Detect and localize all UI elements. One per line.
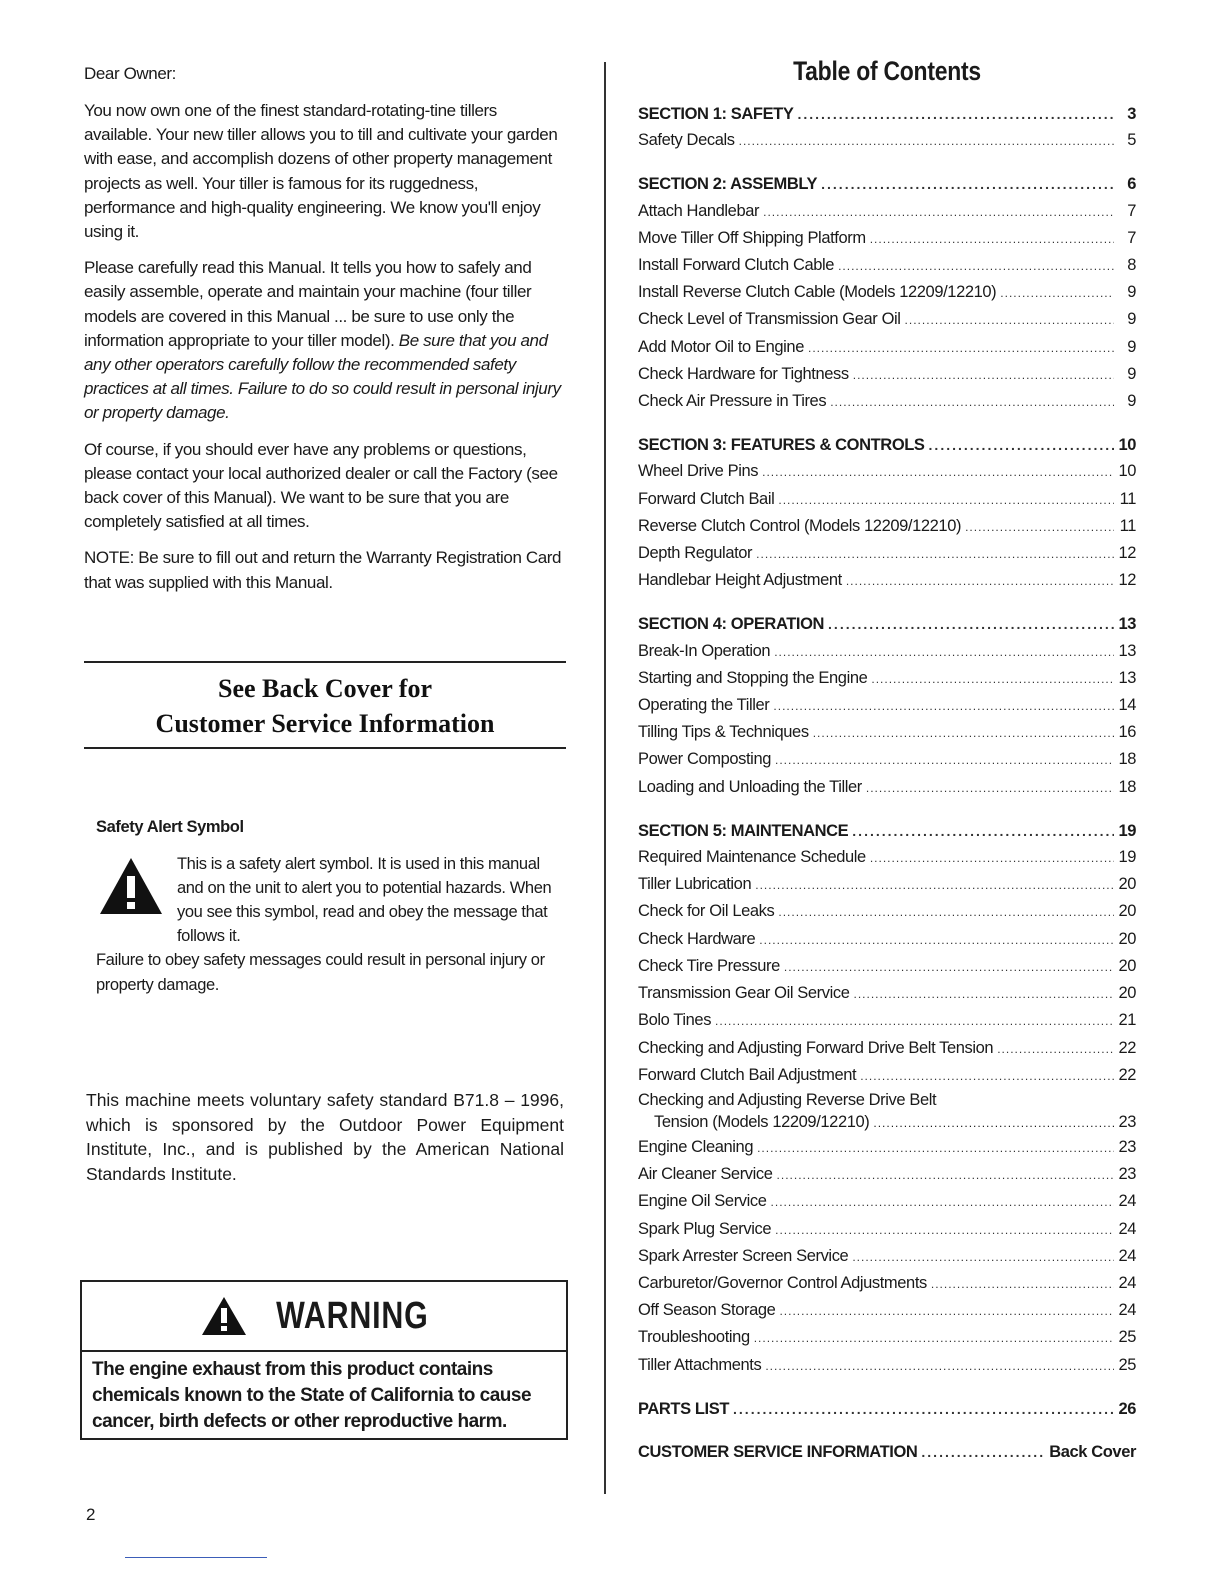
letter-paragraph-2-text: Please carefully read this Manual. It tells you how to safely and easily assemble, operate and maintain your machine (four tiller models are covered in this Manual ... be sure to use only the information appropriate to your tiller model). [84, 258, 532, 350]
toc-entry[interactable] [638, 1297, 1136, 1324]
toc-leader [1000, 280, 1114, 306]
toc-entry[interactable] [638, 871, 1136, 898]
toc-entry-label: Check Tire Pressure [638, 956, 780, 975]
toc-leader [777, 1162, 1114, 1188]
toc-leader [828, 611, 1114, 637]
toc-entry-page: 14 [1118, 696, 1136, 715]
toc-entry[interactable] [638, 638, 1136, 665]
toc-entry-page: 7 [1127, 201, 1136, 220]
toc-entry-page: 24 [1118, 1273, 1136, 1292]
toc-entry-label: Install Reverse Clutch Cable (Models 12209/12210) [638, 283, 997, 302]
toc-leader [997, 1036, 1114, 1062]
toc-entry[interactable] [638, 980, 1136, 1007]
toc-entry-page: 23 [1118, 1112, 1136, 1131]
toc-heading-page: 6 [1127, 175, 1136, 194]
toc-heading-label: SECTION 4: OPERATION [638, 615, 825, 634]
toc-entry-page: 21 [1118, 1011, 1136, 1030]
toc-entry-page: 22 [1118, 1065, 1136, 1084]
toc-entry-page: 7 [1127, 228, 1136, 247]
toc-leader [733, 1396, 1114, 1422]
toc-entry[interactable] [638, 458, 1136, 485]
toc-entry-label-2: Tension (Models 12209/12210) [654, 1112, 870, 1131]
toc-entry[interactable] [638, 1062, 1136, 1089]
toc-entry[interactable] [638, 1134, 1136, 1161]
toc-leader [931, 1271, 1114, 1297]
toc-leader [870, 845, 1114, 871]
toc-entry-page: 9 [1127, 364, 1136, 383]
toc-section [638, 101, 1136, 154]
toc-leader [853, 362, 1114, 388]
toc-entry[interactable] [638, 567, 1136, 594]
toc-entry-page: 9 [1127, 283, 1136, 302]
toc-entry-label: Spark Arrester Screen Service [638, 1246, 849, 1265]
toc-section-heading[interactable] [638, 171, 1136, 197]
toc-entry-label: Checking and Adjusting Reverse Drive Belt [638, 1090, 937, 1109]
safety-standard-statement: This machine meets voluntary safety standard B71.8 – 1996, which is sponsored by the Outdoor Power Equipment Institute, Inc., and is published by the American National Standards Institute. [86, 1090, 564, 1184]
toc-entry-page: 13 [1118, 668, 1136, 687]
toc-leader [905, 307, 1114, 333]
toc-entry-label: Checking and Adjusting Forward Drive Belt Tension [638, 1038, 994, 1057]
toc-entry-page: 24 [1118, 1219, 1136, 1238]
toc-entry-label: Required Maintenance Schedule [638, 848, 866, 867]
toc-entry-label: Power Composting [638, 750, 771, 769]
toc-entry[interactable] [638, 844, 1136, 871]
letter-paragraph-1: You now own one of the finest standard-rotating-tine tillers available. Your new tiller allows you to till and cultivate your garden with ease, and accomplish dozens of other property management projects as well. Your tiller is famous for its ruggedness, performance and high-quality engineering. We know you'll enjoy using it. [84, 101, 558, 242]
toc-entry[interactable] [638, 306, 1136, 333]
toc-leader [784, 954, 1114, 980]
toc-entry[interactable] [638, 361, 1136, 388]
toc-section-heading[interactable] [638, 1439, 1136, 1465]
toc-section-heading[interactable] [638, 611, 1136, 637]
toc-entry[interactable] [638, 252, 1136, 279]
toc-entry-page: 19 [1118, 848, 1136, 867]
warning-header [82, 1282, 566, 1352]
toc-section [638, 818, 1136, 1379]
warning-box [80, 1280, 568, 1440]
toc-entry[interactable] [638, 486, 1136, 513]
toc-leader [771, 1189, 1114, 1215]
toc-section [638, 1396, 1136, 1422]
toc-entry-label: Operating the Tiller [638, 696, 770, 715]
customer-service-line-2: Customer Service Information [155, 709, 495, 738]
toc-leader [778, 899, 1114, 925]
toc-heading-label: PARTS LIST [638, 1399, 730, 1418]
toc-entry-page: 24 [1118, 1192, 1136, 1211]
toc-entry[interactable] [638, 1243, 1136, 1270]
toc-entry-page: 13 [1118, 641, 1136, 660]
toc-entry[interactable] [638, 334, 1136, 361]
toc-entry-page: 18 [1118, 777, 1136, 796]
toc-entry-page: 24 [1118, 1301, 1136, 1320]
toc-entry[interactable] [638, 127, 1136, 154]
toc-leader [762, 459, 1114, 485]
toc-entry-page: 23 [1118, 1165, 1136, 1184]
letter-paragraph-2 [84, 256, 566, 425]
toc-entry-label: Forward Clutch Bail Adjustment [638, 1065, 857, 1084]
toc-section-heading[interactable] [638, 101, 1136, 127]
toc-leader [813, 720, 1114, 746]
toc-leader [779, 1298, 1114, 1324]
toc-leader [739, 128, 1114, 154]
toc-section-heading[interactable] [638, 432, 1136, 458]
letter-paragraph-3: Of course, if you should ever have any problems or questions, please contact your local authorized dealer or call the Factory (see back cover of this Manual). We want to be sure that you are completely satisfied at all times. [84, 439, 558, 532]
toc-leader [838, 253, 1114, 279]
toc-leader [846, 568, 1114, 594]
toc-entry[interactable] [638, 513, 1136, 540]
toc-entry-page: 9 [1127, 310, 1136, 329]
toc-entry-label: Install Forward Clutch Cable [638, 256, 835, 275]
toc-entry-continuation [638, 1111, 1136, 1134]
toc-leader [775, 1217, 1114, 1243]
page-number: 2 [86, 1505, 96, 1524]
toc-section [638, 1439, 1136, 1465]
toc-entry-page: 20 [1118, 902, 1136, 921]
toc-entry[interactable] [638, 225, 1136, 252]
safety-alert-consequence: Failure to obey safety messages could result in personal injury or property damage. [96, 951, 545, 994]
toc-entry-label: Carburetor/Governor Control Adjustments [638, 1273, 927, 1292]
toc-entry-page: 9 [1127, 392, 1136, 411]
letter-paragraph-2-italic: Be sure that you and any other operators carefully follow the recommended safety practices at all times. Failure to do so could result in personal injury or property damage. [84, 330, 561, 423]
toc-entry-label: Break-In Operation [638, 641, 771, 660]
toc-leader [754, 1325, 1114, 1351]
toc-leader [763, 199, 1114, 225]
toc-leader [854, 981, 1114, 1007]
toc-entry-page: 24 [1118, 1246, 1136, 1265]
column-divider [604, 62, 606, 1494]
toc-leader [797, 101, 1114, 127]
toc-leader [852, 1244, 1114, 1270]
owner-letter [84, 62, 566, 607]
toc-entry-label: Check Level of Transmission Gear Oil [638, 310, 901, 329]
toc-entry-page: 20 [1118, 956, 1136, 975]
toc-entry-label: Reverse Clutch Control (Models 12209/12210) [638, 516, 962, 535]
safety-alert-title: Safety Alert Symbol [96, 818, 244, 836]
toc-entry[interactable] [638, 746, 1136, 773]
toc-entry[interactable] [638, 1216, 1136, 1243]
toc-entry[interactable] [638, 1161, 1136, 1188]
toc-leader [715, 1008, 1114, 1034]
toc-entry-label: Check Air Pressure in Tires [638, 392, 827, 411]
toc-entry-label: Transmission Gear Oil Service [638, 984, 850, 1003]
toc-entry-label: Forward Clutch Bail [638, 489, 775, 508]
toc-entry-page: 25 [1118, 1355, 1136, 1374]
toc-leader [830, 389, 1114, 415]
toc-entry-page: 10 [1118, 462, 1136, 481]
toc-entry[interactable] [638, 1089, 1136, 1134]
toc-leader [775, 747, 1114, 773]
toc-leader [774, 639, 1114, 665]
toc-heading-page: Back Cover [1049, 1442, 1136, 1461]
toc-entry-page: 20 [1118, 984, 1136, 1003]
letter-salutation: Dear Owner: [84, 64, 176, 83]
toc-entry-label: Handlebar Height Adjustment [638, 571, 842, 590]
toc-heading-label: SECTION 5: MAINTENANCE [638, 821, 849, 840]
toc-entry-label: Spark Plug Service [638, 1219, 772, 1238]
toc-entry-page: 9 [1127, 337, 1136, 356]
toc-leader [871, 666, 1114, 692]
toc-heading-label: SECTION 1: SAFETY [638, 105, 794, 123]
toc-entry[interactable] [638, 953, 1136, 980]
toc-leader [965, 514, 1114, 540]
table-of-contents [638, 56, 1136, 1482]
toc-entry-label: Troubleshooting [638, 1328, 750, 1347]
toc-entry[interactable] [638, 1270, 1136, 1297]
toc-section-heading[interactable] [638, 1396, 1136, 1422]
toc-entry[interactable] [638, 926, 1136, 953]
toc-section-heading[interactable] [638, 818, 1136, 844]
toc-heading-label: SECTION 2: ASSEMBLY [638, 175, 818, 194]
toc-leader [929, 432, 1114, 458]
customer-service-line-1: See Back Cover for [218, 674, 432, 703]
toc-entry-page: 11 [1119, 489, 1136, 508]
toc-entry-page: 16 [1118, 723, 1136, 742]
toc-entry[interactable] [638, 774, 1136, 801]
toc-entry-label: Move Tiller Off Shipping Platform [638, 228, 866, 247]
toc-leader [757, 1135, 1114, 1161]
toc-section [638, 611, 1136, 800]
toc-entry[interactable] [638, 898, 1136, 925]
toc-leader [808, 335, 1114, 361]
toc-entry-label: Depth Regulator [638, 544, 753, 563]
toc-leader [773, 693, 1114, 719]
toc-entry[interactable] [638, 279, 1136, 306]
toc-entry[interactable] [638, 1352, 1136, 1379]
toc-leader [821, 171, 1114, 197]
toc-body [638, 101, 1136, 1465]
toc-entry[interactable] [638, 692, 1136, 719]
toc-leader [921, 1439, 1045, 1465]
toc-heading-page: 3 [1127, 105, 1136, 123]
toc-entry-page: 12 [1118, 571, 1136, 590]
toc-entry-page: 5 [1127, 131, 1136, 150]
toc-leader [860, 1063, 1114, 1089]
toc-heading-page: 10 [1118, 436, 1136, 455]
toc-entry[interactable] [638, 388, 1136, 415]
toc-entry-page: 18 [1118, 750, 1136, 769]
toc-entry-label: Engine Cleaning [638, 1137, 754, 1156]
toc-entry-label: Safety Decals [638, 131, 735, 150]
warning-text: The engine exhaust from this product contains chemicals known to the State of California to cause cancer, birth defects or other reproductive harm. [92, 1359, 532, 1432]
toc-section [638, 171, 1136, 415]
toc-entry-label: Bolo Tines [638, 1011, 712, 1030]
toc-leader [765, 1353, 1114, 1379]
toc-entry[interactable] [638, 1035, 1136, 1062]
toc-entry-label: Tilling Tips & Techniques [638, 723, 809, 742]
toc-leader [873, 1112, 1114, 1134]
toc-entry-page: 8 [1127, 256, 1136, 275]
toc-leader [755, 872, 1114, 898]
toc-entry[interactable] [638, 540, 1136, 567]
toc-entry-page: 22 [1118, 1038, 1136, 1057]
toc-entry[interactable] [638, 1324, 1136, 1351]
toc-title: Table of Contents [793, 56, 981, 86]
toc-entry[interactable] [638, 665, 1136, 692]
toc-entry-page: 23 [1118, 1137, 1136, 1156]
customer-service-callout [84, 661, 566, 749]
toc-entry-label: Tiller Lubrication [638, 875, 752, 894]
toc-entry-page: 11 [1119, 516, 1136, 535]
toc-entry-label: Check Hardware for Tightness [638, 364, 849, 383]
toc-heading-page: 26 [1118, 1399, 1136, 1418]
toc-leader [870, 226, 1114, 252]
toc-entry[interactable] [638, 198, 1136, 225]
warning-label: WARNING [275, 1294, 429, 1337]
toc-leader [866, 775, 1114, 801]
toc-heading-label: SECTION 3: FEATURES & CONTROLS [638, 436, 925, 455]
toc-heading-label: CUSTOMER SERVICE INFORMATION [638, 1442, 918, 1461]
footer-rule [125, 1557, 267, 1558]
toc-leader [778, 487, 1114, 513]
toc-entry[interactable] [638, 719, 1136, 746]
toc-section [638, 432, 1136, 594]
toc-leader [852, 818, 1114, 844]
toc-entry-label: Off Season Storage [638, 1301, 776, 1320]
toc-entry-page: 12 [1118, 544, 1136, 563]
letter-note: NOTE: Be sure to fill out and return the Warranty Registration Card that was supplied with this Manual. [84, 548, 562, 592]
toc-heading-page: 19 [1118, 821, 1136, 840]
toc-entry-label: Attach Handlebar [638, 201, 760, 220]
toc-entry-page: 20 [1118, 875, 1136, 894]
toc-leader [756, 541, 1114, 567]
toc-entry-label: Add Motor Oil to Engine [638, 337, 804, 356]
toc-entry[interactable] [638, 1188, 1136, 1215]
toc-entry-label: Wheel Drive Pins [638, 462, 759, 481]
warning-triangle-icon [201, 1296, 247, 1336]
toc-heading-page: 13 [1118, 615, 1136, 634]
toc-entry-label: Loading and Unloading the Tiller [638, 777, 862, 796]
safety-alert-icon [98, 856, 164, 916]
safety-alert-description: This is a safety alert symbol. It is used in this manual and on the unit to alert you to potential hazards. When you see this symbol, read and obey the message that follows it. [177, 855, 552, 945]
toc-entry-label: Tiller Attachments [638, 1355, 762, 1374]
toc-entry-label: Engine Oil Service [638, 1192, 767, 1211]
toc-entry-page: 25 [1118, 1328, 1136, 1347]
toc-leader [759, 927, 1114, 953]
toc-entry-label: Starting and Stopping the Engine [638, 668, 868, 687]
toc-entry-page: 20 [1118, 929, 1136, 948]
toc-entry-label: Check for Oil Leaks [638, 902, 775, 921]
toc-entry-label: Air Cleaner Service [638, 1165, 773, 1184]
toc-entry[interactable] [638, 1007, 1136, 1034]
toc-entry-label: Check Hardware [638, 929, 756, 948]
